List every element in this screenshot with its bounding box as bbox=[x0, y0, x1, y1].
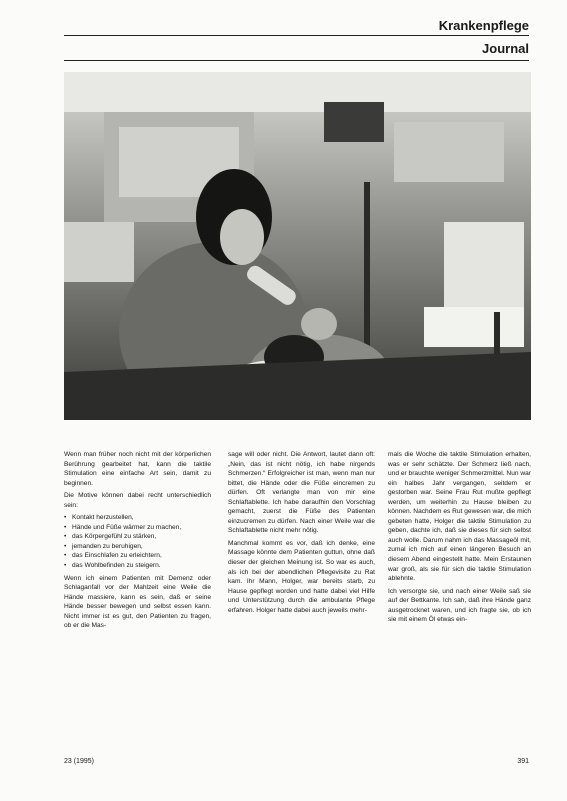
paragraph: Manchmal kommt es vor, daß ich denke, eine Massage könnte dem Patienten guttun, ohne daß dieser der gleichen Meinung ist. So war es auch, als ich bei der abendlichen Pflegevisite zu Rat kam. Ihr Mann, Holger, war bereits starb, zu Hause gepflegt worden und hatte dabei viel Hilfe und Unterstützung durch die ambulante Pflege erfahren. Holger hatte dabei auch jeweils mehr- bbox=[228, 539, 375, 614]
journal-label: Journal bbox=[482, 41, 529, 56]
paragraph: Die Motive können dabei recht unterschiedlich sein: bbox=[64, 492, 211, 509]
paragraph: Wenn man früher noch nicht mit der körperlichen Berührung gearbeitet hat, kann die taktile Stimulation eine einfache Art sein, damit zu beginnen. bbox=[64, 451, 211, 487]
list-item: • das Einschlafen zu erleichtern, bbox=[64, 551, 211, 561]
motive-list bbox=[64, 513, 211, 570]
list-item: • Kontakt herzustellen, bbox=[64, 513, 211, 523]
paragraph: Ich versorgte sie, und nach einer Weile saß sie auf der Bettkante. Ich sah, daß ihre Hände ganz ausgetrocknet waren, und ich fragte sie, ob ich sie mit einem Öl etwas ein- bbox=[388, 587, 531, 624]
paragraph: sage will oder nicht. Die Antwort, lautet dann oft: „Nein, das ist nicht nötig, ich habe nirgends Schmerzen.“ Erfolgreicher ist man, wenn man nur bittet, die Hände oder die Füße eincremen zu dürfen. Oft verlangte man von mir eine Schlaftablette. Ich habe daraufhin den Vorschlag gemacht, zuerst die Füße des Patienten einzucremen zu dürfen. Nach einer Weile war die Schlaftablette nicht mehr nötig. bbox=[228, 451, 375, 535]
running-header bbox=[439, 18, 529, 56]
list-item: • das Wohlbefinden zu steigern. bbox=[64, 561, 211, 571]
page-number: 391 bbox=[517, 758, 529, 765]
list-item: • Hände und Füße wärmer zu machen, bbox=[64, 523, 211, 533]
header-rule-top bbox=[64, 35, 529, 36]
list-item: • das Körpergefühl zu stärken, bbox=[64, 532, 211, 542]
list-item: • jemanden zu beruhigen, bbox=[64, 542, 211, 552]
text-column-1 bbox=[64, 450, 211, 634]
photo-illustration bbox=[64, 72, 531, 420]
paragraph: Wenn ich einem Patienten mit Demenz oder Schlaganfall vor der Mahlzeit eine Weile die Hände massiere, kann es sein, daß er seine Hände besser bewegen und selbst essen kann. Nicht immer ist es gut, den Patienten zu fragen, ob er die Mas- bbox=[64, 574, 211, 630]
text-column-3 bbox=[388, 450, 531, 628]
text-column-2 bbox=[228, 450, 375, 618]
issue-number: 23 (1995) bbox=[64, 758, 94, 765]
section-title: Krankenpflege bbox=[438, 18, 529, 33]
photo-nurse-feeding-infant bbox=[64, 72, 531, 420]
paragraph: mals die Woche die taktile Stimulation erhalten, was er sehr schätzte. Der Schmerz ließ nach, und er brauchte weniger Schmerzmittel. Nun war ein halbes Jahr vergangen, seitdem er gestorben war. Seine Frau Rut mußte gepflegt werden, um weiterhin zu Hause bleiben zu können. Nachdem es Rut gewesen war, die mich gebeten hatte, Holger die taktile Stimulation zu geben, dachte ich, daß sie dieses für sich selbst auch wolle. Darum nahm ich das Massageöl mit, zumal ich mich auf einen längeren Besuch an diesem Abend eingestellt hatte. Mein Erstaunen war groß, als sie für sich die taktile Stimulation ablehnte. bbox=[388, 451, 531, 583]
header-rule-bottom bbox=[64, 60, 529, 61]
